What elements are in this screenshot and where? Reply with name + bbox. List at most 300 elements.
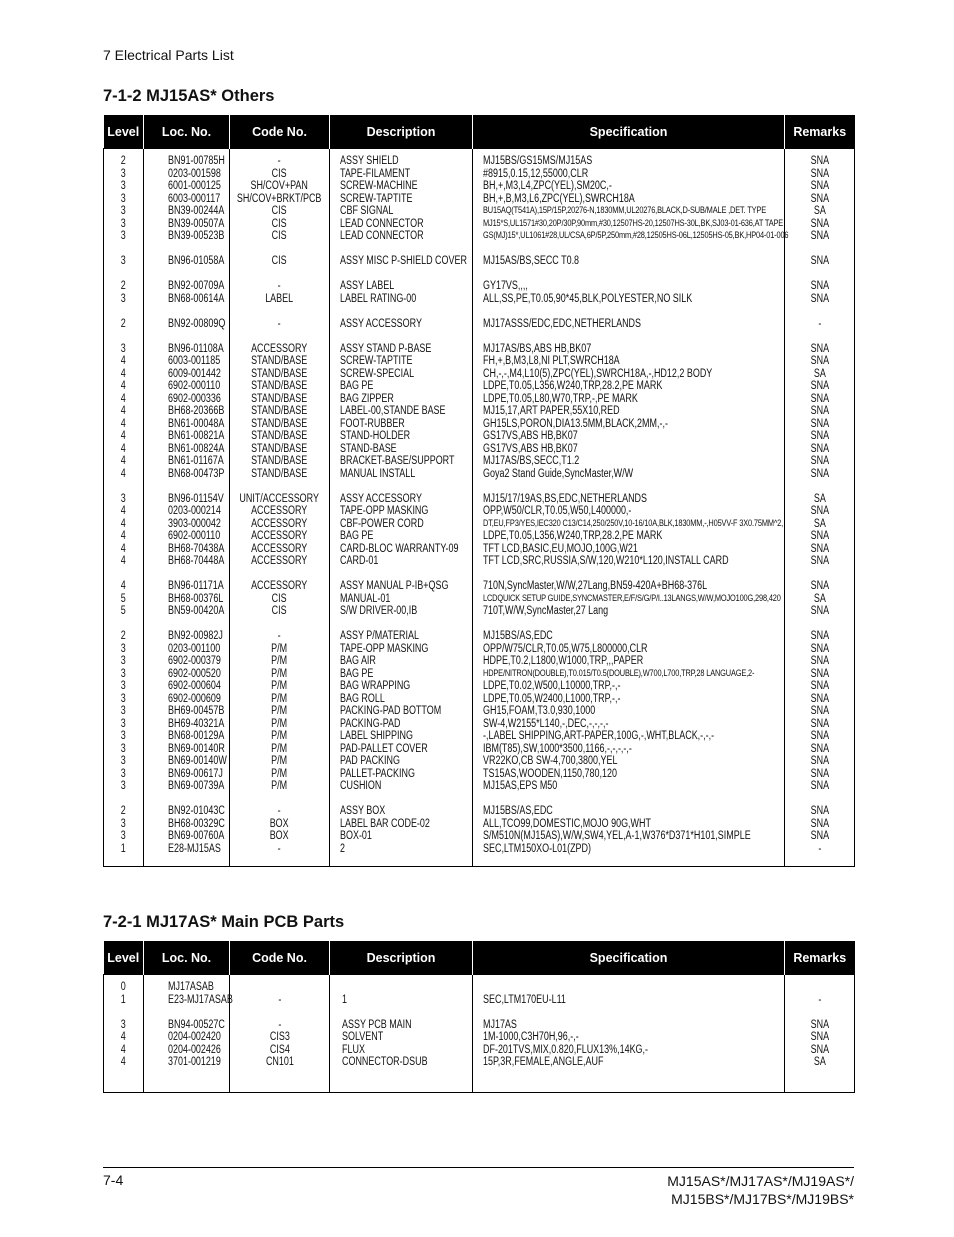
table-body-row bbox=[104, 975, 855, 1093]
description-cell: ASSY P/MATERIAL bbox=[340, 630, 419, 642]
loc-no-cell: BN92-00982J bbox=[168, 630, 223, 642]
description-cell: LEAD CONNECTOR bbox=[340, 230, 424, 242]
description-cell: ASSY ACCESSORY bbox=[340, 492, 422, 505]
specification-cell: -,LABEL SHIPPING,ART-PAPER,100G,-,WHT,BLACK,-,-,- bbox=[483, 730, 715, 742]
description-cell: BOX-01 bbox=[340, 830, 372, 842]
specification-cell: MJ17AS bbox=[483, 1018, 517, 1031]
specification-cell: MJ15/17/19AS,BS,EDC,NETHERLANDS bbox=[483, 492, 648, 505]
specification-cell: LDPE,T0.05,W2400,L1000,TRP,-,- bbox=[483, 692, 621, 705]
loc-no-cell: 0203-001100 bbox=[168, 642, 221, 655]
description-cell: 2 bbox=[340, 842, 345, 855]
code-no-cell: STAND/BASE bbox=[251, 392, 308, 405]
code-no-cell: - bbox=[278, 993, 281, 1006]
loc-no-cell: 6001-000125 bbox=[168, 180, 221, 192]
specification-cell: 710T,W/W,SyncMaster,27 Lang bbox=[483, 605, 609, 617]
loc-no-cell: BN92-00709A bbox=[168, 280, 225, 292]
group-spacer bbox=[340, 793, 443, 806]
specification-cell: MJ15*S,UL1571#30,20P/30P,90mm,#30,12507HS-20,12507HS-30L,BK,SJ03-01-636,AT TAPE bbox=[483, 217, 784, 229]
loc-no-cell: BN39-00523B bbox=[168, 230, 225, 242]
loc-no-cell: BN96-01108A bbox=[168, 342, 224, 355]
specification-cell: 710N,SyncMaster,W/W,27Lang,BN59-420A+BH68-376L bbox=[483, 580, 708, 592]
remarks-cell: SNA bbox=[810, 605, 829, 617]
specification-cell: BH,+,M3,L4,ZPC(YEL),SM20C,- bbox=[483, 180, 612, 192]
group-spacer bbox=[168, 1006, 216, 1019]
code-no-cell: P/M bbox=[271, 780, 288, 792]
group-spacer bbox=[483, 480, 718, 493]
parts-table-others bbox=[103, 115, 855, 867]
specification-cell: GS(MJ)15*,UL1061#28,UL/CSA,6P/5P,250mm,#28,12505HS-06L,12505HS-05,BK,HP04-01-006 bbox=[483, 230, 789, 241]
loc-no-cell: 6009-001442 bbox=[168, 367, 221, 380]
remarks-cell: SNA bbox=[810, 455, 829, 467]
description-cell: MANUAL INSTALL bbox=[340, 467, 416, 480]
level-cell: 3 bbox=[121, 830, 126, 842]
remarks-cell: SNA bbox=[810, 767, 829, 780]
specification-cell: HDPE/NITRON(DOUBLE),T0.015/T0.5(DOUBLE),W700,L700,TRP,28 LANGUAGE,2- bbox=[483, 667, 755, 679]
specification-cell: DT,EU,FP3/YES,IEC320 C13/C14,250/250V,10-16/10A,BLK,1830MM,-,H05VV-F 3X0.75MM^2, bbox=[483, 517, 784, 529]
col-loc-no: Loc. No. bbox=[144, 941, 230, 975]
loc-no-cell: BN96-01171A bbox=[168, 580, 224, 592]
loc-no-cell: BN61-00048A bbox=[168, 417, 225, 430]
specification-cell: MJ15BS/AS,EDC bbox=[483, 630, 553, 642]
specification-cell: MJ15BS/AS,EDC bbox=[483, 805, 553, 817]
level-cell: 3 bbox=[121, 642, 126, 655]
loc-no-cell: BN92-00809Q bbox=[168, 317, 226, 330]
remarks-cell: SNA bbox=[810, 467, 829, 480]
loc-no-cell: 6902-000336 bbox=[168, 392, 221, 405]
code-no-cell: CIS bbox=[272, 592, 287, 605]
level-cell: 3 bbox=[121, 192, 126, 205]
footer-models-line2: MJ15BS*/MJ17BS*/MJ19BS* bbox=[671, 1191, 854, 1207]
remarks-cell: SNA bbox=[810, 580, 829, 592]
group-spacer bbox=[483, 1006, 718, 1019]
description-cell: TAPE-OPP MASKING bbox=[340, 642, 429, 655]
loc-no-cell: BN68-00129A bbox=[168, 730, 225, 742]
group-spacer bbox=[340, 568, 443, 581]
description-cell: LABEL SHIPPING bbox=[340, 730, 413, 742]
level-cell: 4 bbox=[121, 580, 126, 592]
code-no-cell: ACCESSORY bbox=[251, 342, 308, 355]
description-cell: BRACKET-BASE/SUPPORT bbox=[340, 455, 455, 467]
level-cell: 1 bbox=[121, 842, 126, 855]
remarks-cell: SNA bbox=[810, 505, 829, 517]
remarks-cell: SNA bbox=[810, 1031, 829, 1043]
level-cell: 3 bbox=[121, 705, 126, 717]
group-spacer bbox=[340, 268, 443, 281]
code-no-cell: SH/COV+BRKT/PCB bbox=[237, 192, 322, 205]
loc-no-cell: 0204-002420 bbox=[168, 1031, 221, 1043]
specification-column bbox=[473, 975, 785, 1093]
level-cell: 4 bbox=[121, 405, 126, 417]
remarks-cell: SNA bbox=[810, 705, 829, 717]
level-cell: 4 bbox=[121, 542, 126, 555]
description-cell: MANUAL-01 bbox=[340, 592, 391, 605]
remarks-cell: SNA bbox=[810, 730, 829, 742]
loc-no-cell: MJ17ASAB bbox=[168, 981, 214, 993]
group-spacer bbox=[121, 268, 126, 281]
loc-no-cell: BN59-00420A bbox=[168, 605, 225, 617]
group-spacer bbox=[810, 793, 828, 806]
remarks-cell: SA bbox=[813, 492, 826, 505]
page-number: 7-4 bbox=[103, 1172, 124, 1188]
remarks-cell: SNA bbox=[810, 230, 829, 242]
description-cell: LEAD CONNECTOR bbox=[340, 217, 424, 230]
remarks-cell: SNA bbox=[810, 1043, 829, 1056]
loc-no-cell: BN69-00140W bbox=[168, 755, 227, 767]
col-remarks: Remarks bbox=[785, 115, 855, 149]
specification-cell: GS17VS,ABS HB,BK07 bbox=[483, 430, 578, 442]
description-cell: BAG PE bbox=[340, 380, 374, 392]
code-no-cell: ACCESSORY bbox=[251, 530, 308, 542]
level-cell: 2 bbox=[121, 805, 126, 817]
loc-no-cell: BN94-00527C bbox=[168, 1018, 225, 1031]
level-cell: 4 bbox=[121, 355, 126, 367]
code-no-cell: P/M bbox=[271, 692, 288, 705]
remarks-cell: SNA bbox=[810, 542, 829, 555]
group-spacer bbox=[483, 268, 718, 281]
level-cell: 4 bbox=[121, 392, 126, 405]
level-column bbox=[104, 975, 144, 1093]
code-no-cell: BOX bbox=[270, 817, 289, 830]
loc-no-cell: BH68-20366B bbox=[168, 405, 225, 417]
loc-no-cell: BN39-00244A bbox=[168, 205, 225, 217]
specification-cell: SW-4,W2155*L140,-,DEC,-,-,-,- bbox=[483, 717, 609, 730]
specification-cell: S/M510N(MJ15AS),W/W,SW4,YEL,A-1,W376*D371*H101,SIMPLE bbox=[483, 830, 751, 842]
loc-no-cell: 6902-000609 bbox=[168, 692, 221, 705]
description-cell: SCREW-SPECIAL bbox=[340, 367, 415, 380]
group-spacer bbox=[340, 330, 443, 343]
group-spacer bbox=[237, 305, 321, 318]
group-spacer bbox=[340, 618, 443, 631]
code-no-cell: STAND/BASE bbox=[251, 442, 308, 455]
loc-no-cell: BN61-00821A bbox=[168, 430, 225, 442]
remarks-cell: SNA bbox=[810, 805, 829, 817]
loc-no-cell: 0204-002426 bbox=[168, 1043, 221, 1056]
description-cell: CBF-POWER CORD bbox=[340, 517, 424, 530]
group-spacer bbox=[121, 330, 126, 343]
remarks-cell: - bbox=[818, 317, 821, 330]
level-cell: 3 bbox=[121, 755, 126, 767]
specification-cell: TFT LCD,SRC,RUSSIA,S/W,120,W210*L120,INSTALL CARD bbox=[483, 555, 729, 567]
description-cell: ASSY LABEL bbox=[340, 280, 395, 292]
description-cell: PAD-PALLET COVER bbox=[340, 742, 428, 755]
remarks-cell: SA bbox=[813, 367, 826, 380]
description-cell: SOLVENT bbox=[342, 1031, 384, 1043]
code-no-cell: P/M bbox=[271, 755, 288, 767]
description-cell: ASSY MANUAL P-IB+QSG bbox=[340, 580, 449, 592]
footer-models bbox=[667, 1172, 854, 1208]
code-no-cell: P/M bbox=[271, 705, 288, 717]
specification-cell: ALL,TCO99,DOMESTIC,MOJO 90G,WHT bbox=[483, 817, 651, 830]
remarks-cell: - bbox=[818, 993, 821, 1006]
level-cell: 4 bbox=[121, 442, 126, 455]
code-no-cell: STAND/BASE bbox=[251, 430, 308, 442]
description-cell: ASSY SHIELD bbox=[340, 155, 399, 167]
group-spacer bbox=[168, 330, 216, 343]
level-cell: 2 bbox=[121, 317, 126, 330]
loc-no-cell: BH68-00329C bbox=[168, 817, 225, 830]
specification-cell: MJ17AS/BS,ABS HB,BK07 bbox=[483, 342, 592, 355]
loc-no-cell: 6003-001185 bbox=[168, 355, 221, 367]
group-spacer bbox=[266, 1006, 294, 1019]
footer-models-line1: MJ15AS*/MJ17AS*/MJ19AS*/ bbox=[667, 1173, 854, 1189]
loc-no-cell: BN39-00507A bbox=[168, 217, 225, 230]
group-spacer bbox=[340, 305, 443, 318]
code-no-cell: - bbox=[278, 280, 282, 292]
specification-cell: #8915,0.15,12,55000,CLR bbox=[483, 167, 589, 180]
code-no-cell: P/M bbox=[271, 680, 288, 692]
remarks-cell: SA bbox=[813, 517, 826, 530]
specification-cell: TFT LCD,BASIC,EU,MOJO,100G,W21 bbox=[483, 542, 638, 555]
group-spacer bbox=[121, 480, 126, 493]
remarks-cell: SA bbox=[813, 1056, 826, 1068]
group-spacer bbox=[340, 480, 443, 493]
code-no-column bbox=[230, 975, 330, 1093]
specification-cell: VR22KO,CB SW-4,700,3800,YEL bbox=[483, 755, 618, 767]
specification-cell: MJ15BS/GS15MS/MJ15AS bbox=[483, 155, 593, 167]
remarks-cell: SNA bbox=[810, 280, 829, 292]
code-no-cell: STAND/BASE bbox=[251, 355, 308, 367]
remarks-cell: SNA bbox=[810, 1018, 829, 1031]
table-header-row bbox=[104, 941, 855, 975]
level-cell: 3 bbox=[121, 342, 126, 355]
group-spacer bbox=[810, 1006, 828, 1019]
remarks-cell: SNA bbox=[810, 155, 829, 167]
remarks-cell: SNA bbox=[810, 192, 829, 205]
description-cell: PACKING-PAD BOTTOM bbox=[340, 705, 442, 717]
level-cell: 3 bbox=[121, 205, 126, 217]
level-cell: 4 bbox=[121, 467, 126, 480]
specification-cell: TS15AS,WOODEN,1150,780,120 bbox=[483, 767, 617, 780]
description-cell: BAG PE bbox=[340, 530, 374, 542]
specification-cell: IBM(T85),SW,1000*3500,1166,-,-,-,-,- bbox=[483, 742, 632, 755]
specification-cell: MJ17ASSS/EDC,EDC,NETHERLANDS bbox=[483, 317, 642, 330]
level-cell: 4 bbox=[121, 367, 126, 380]
level-column bbox=[104, 149, 144, 867]
description-cell: SCREW-TAPTITE bbox=[340, 355, 413, 367]
description-cell bbox=[342, 981, 443, 994]
section-title-main-pcb: 7-2-1 MJ17AS* Main PCB Parts bbox=[103, 913, 345, 931]
loc-no-cell: BN61-01167A bbox=[168, 455, 224, 467]
loc-no-cell: 0203-000214 bbox=[168, 505, 221, 517]
specification-cell: SEC,LTM170EU-L11 bbox=[483, 993, 566, 1006]
description-cell: LABEL BAR CODE-02 bbox=[340, 817, 430, 830]
remarks-cell: SNA bbox=[810, 642, 829, 655]
group-spacer bbox=[168, 243, 216, 256]
code-no-cell: STAND/BASE bbox=[251, 367, 308, 380]
loc-no-cell: 3903-000042 bbox=[168, 517, 221, 530]
remarks-cell: SNA bbox=[810, 655, 829, 667]
description-cell: ASSY ACCESSORY bbox=[340, 317, 422, 330]
code-no-cell: - bbox=[278, 1018, 281, 1031]
level-cell: 3 bbox=[121, 817, 126, 830]
loc-no-cell: BN68-00614A bbox=[168, 292, 225, 305]
code-no-cell: BOX bbox=[270, 830, 289, 842]
level-cell: 3 bbox=[121, 167, 126, 180]
remarks-cell: SNA bbox=[810, 292, 829, 305]
code-no-cell: CIS bbox=[272, 205, 287, 217]
level-cell: 3 bbox=[121, 292, 126, 305]
code-no-cell: CIS bbox=[272, 605, 287, 617]
specification-cell: GY17VS,,,, bbox=[483, 280, 528, 292]
specification-cell: GH15LS,PORON,DIA13.5MM,BLACK,2MM,-,- bbox=[483, 417, 668, 430]
remarks-cell: SNA bbox=[810, 555, 829, 567]
level-cell: 4 bbox=[121, 1056, 126, 1068]
specification-cell: BU15AQ(T541A),15P/15P,20276-N,1830MM,UL20276,BLACK,D-SUB/MALE ,DET. TYPE bbox=[483, 205, 766, 216]
specification-cell: MJ15AS/BS,SECC T0.8 bbox=[483, 255, 580, 267]
level-cell: 5 bbox=[121, 592, 126, 605]
loc-no-cell: BN96-01154V bbox=[168, 492, 224, 505]
level-cell: 2 bbox=[121, 155, 126, 167]
code-no-cell: STAND/BASE bbox=[251, 380, 308, 392]
remarks-cell: SNA bbox=[810, 342, 829, 355]
group-spacer bbox=[810, 243, 828, 256]
level-cell: 4 bbox=[121, 1031, 126, 1043]
description-cell: PACKING-PAD bbox=[340, 717, 401, 730]
group-spacer bbox=[810, 480, 828, 493]
loc-no-column bbox=[144, 149, 230, 867]
loc-no-cell: 6902-000604 bbox=[168, 680, 221, 692]
specification-cell: ALL,SS,PE,T0.05,90*45,BLK,POLYESTER,NO SILK bbox=[483, 292, 693, 305]
specification-cell: OPP,W50/CLR,T0.05,W50,L400000,- bbox=[483, 505, 632, 517]
remarks-cell: SA bbox=[813, 592, 826, 605]
specification-cell: DF-201TVS,MIX,0.820,FLUX13%,14KG,- bbox=[483, 1043, 649, 1056]
level-cell: 3 bbox=[121, 730, 126, 742]
code-no-cell: CIS3 bbox=[269, 1031, 290, 1043]
group-spacer bbox=[237, 618, 321, 631]
description-cell: BAG WRAPPING bbox=[340, 680, 411, 692]
level-cell: 5 bbox=[121, 605, 126, 617]
col-level: Level bbox=[104, 941, 144, 975]
code-no-cell: P/M bbox=[271, 717, 288, 730]
description-cell: LABEL RATING-00 bbox=[340, 292, 417, 305]
group-spacer bbox=[810, 330, 828, 343]
page-header: 7 Electrical Parts List bbox=[103, 47, 234, 63]
level-cell: 2 bbox=[121, 630, 126, 642]
group-spacer bbox=[483, 330, 718, 343]
loc-no-cell: E23-MJ17ASAB bbox=[168, 993, 233, 1006]
group-spacer bbox=[121, 243, 126, 256]
code-no-cell: CN101 bbox=[265, 1056, 294, 1068]
description-cell: BAG ROLL bbox=[340, 692, 385, 705]
description-cell: CARD-01 bbox=[340, 555, 379, 567]
level-cell: 3 bbox=[121, 180, 126, 192]
code-no-cell: UNIT/ACCESSORY bbox=[239, 492, 320, 505]
specification-cell: LDPE,T0.05,L80,W70,TRP,-,PE MARK bbox=[483, 392, 638, 405]
group-spacer bbox=[168, 618, 216, 631]
loc-no-cell: 6902-000110 bbox=[168, 380, 221, 392]
level-cell: 1 bbox=[121, 993, 126, 1006]
loc-no-cell: BN96-01058A bbox=[168, 255, 225, 267]
level-cell: 3 bbox=[121, 742, 126, 755]
specification-cell: LDPE,T0.05,L356,W240,TRP,28.2,PE MARK bbox=[483, 380, 663, 392]
level-cell: 3 bbox=[121, 767, 126, 780]
group-spacer bbox=[121, 568, 126, 581]
remarks-cell bbox=[810, 981, 828, 994]
specification-cell: SEC,LTM150XO-L01(ZPD) bbox=[483, 842, 592, 855]
loc-no-cell: 6902-000520 bbox=[168, 667, 221, 680]
loc-no-cell: BN69-00760A bbox=[168, 830, 225, 842]
loc-no-cell: BH69-40321A bbox=[168, 717, 225, 730]
remarks-cell: SNA bbox=[810, 180, 829, 192]
remarks-cell: SNA bbox=[810, 830, 829, 842]
level-cell: 3 bbox=[121, 717, 126, 730]
code-no-cell: P/M bbox=[271, 642, 288, 655]
group-spacer bbox=[168, 793, 216, 806]
code-no-cell: CIS bbox=[272, 230, 287, 242]
code-no-cell: P/M bbox=[271, 655, 288, 667]
code-no-cell bbox=[266, 981, 294, 994]
remarks-cell: SNA bbox=[810, 380, 829, 392]
group-spacer bbox=[483, 305, 718, 318]
description-cell: ASSY STAND P-BASE bbox=[340, 342, 432, 355]
code-no-cell: P/M bbox=[271, 767, 288, 780]
description-cell: STAND-HOLDER bbox=[340, 430, 411, 442]
col-code-no: Code No. bbox=[230, 115, 330, 149]
level-cell: 3 bbox=[121, 780, 126, 792]
description-cell: CUSHION bbox=[340, 780, 382, 792]
loc-no-cell: BH68-70438A bbox=[168, 542, 225, 555]
code-no-cell: STAND/BASE bbox=[251, 417, 308, 430]
loc-no-cell: BN69-00617J bbox=[168, 767, 223, 780]
code-no-cell: - bbox=[278, 630, 282, 642]
specification-cell: LDPE,T0.02,W500,L10000,TRP,-,- bbox=[483, 680, 621, 692]
col-description: Description bbox=[330, 941, 473, 975]
level-cell: 3 bbox=[121, 1018, 126, 1031]
remarks-cell: SNA bbox=[810, 717, 829, 730]
loc-no-cell: E28-MJ15AS bbox=[168, 842, 221, 855]
specification-cell: MJ15,17,ART PAPER,55X10,RED bbox=[483, 405, 620, 417]
level-cell: 3 bbox=[121, 230, 126, 242]
code-no-cell: - bbox=[278, 805, 282, 817]
specification-cell: FH,+,B,M3,L8,NI PLT,SWRCH18A bbox=[483, 355, 620, 367]
description-cell: CONNECTOR-DSUB bbox=[342, 1056, 428, 1068]
remarks-cell: SNA bbox=[810, 430, 829, 442]
level-cell: 4 bbox=[121, 505, 126, 517]
group-spacer bbox=[237, 243, 321, 256]
group-spacer bbox=[237, 793, 321, 806]
specification-cell: GS17VS,ABS HB,BK07 bbox=[483, 442, 578, 455]
level-cell: 3 bbox=[121, 217, 126, 230]
col-level: Level bbox=[104, 115, 144, 149]
level-cell: 3 bbox=[121, 655, 126, 667]
group-spacer bbox=[121, 1006, 126, 1019]
description-cell: PALLET-PACKING bbox=[340, 767, 415, 780]
code-no-cell: LABEL bbox=[265, 292, 294, 305]
remarks-cell: SNA bbox=[810, 692, 829, 705]
col-code-no: Code No. bbox=[230, 941, 330, 975]
group-spacer bbox=[483, 793, 718, 806]
remarks-cell: - bbox=[818, 842, 821, 855]
specification-cell: BH,+,B,M3,L6,ZPC(YEL),SWRCH18A bbox=[483, 192, 635, 205]
loc-no-column bbox=[144, 975, 233, 1093]
table-body-row bbox=[104, 149, 855, 867]
level-cell: 2 bbox=[121, 280, 126, 292]
specification-cell: Goya2 Stand Guide,SyncMaster,W/W bbox=[483, 467, 634, 480]
specification-cell: LCDQUICK SETUP GUIDE,SYNCMASTER,E/F/S/G/P/I..13LANGS,W/W,MOJO100G,298,420 bbox=[483, 592, 781, 604]
group-spacer bbox=[168, 480, 216, 493]
description-cell: FLUX bbox=[342, 1043, 365, 1056]
group-spacer bbox=[237, 268, 321, 281]
level-cell: 3 bbox=[121, 492, 126, 505]
code-no-cell: CIS4 bbox=[269, 1043, 290, 1056]
level-cell: 4 bbox=[121, 1043, 126, 1056]
specification-cell bbox=[483, 981, 718, 994]
remarks-cell: SNA bbox=[810, 442, 829, 455]
description-cell: CARD-BLOC WARRANTY-09 bbox=[340, 542, 459, 555]
remarks-cell: SNA bbox=[810, 530, 829, 542]
loc-no-cell: BN68-00473P bbox=[168, 467, 225, 480]
code-no-cell: ACCESSORY bbox=[251, 542, 308, 555]
